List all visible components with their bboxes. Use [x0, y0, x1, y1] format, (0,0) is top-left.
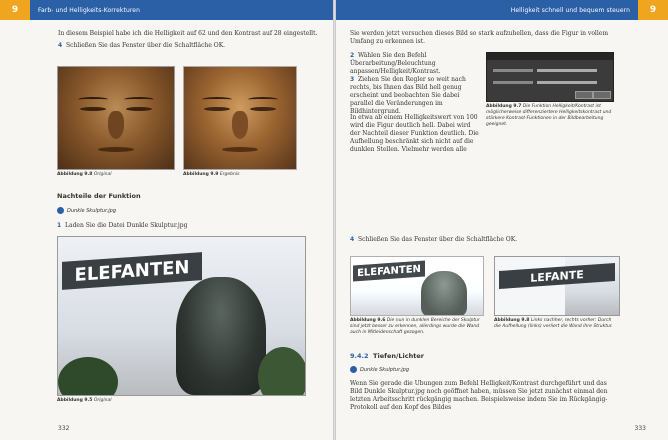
section-heading — [350, 352, 424, 360]
figure-label: Abbildung 9.9 — [183, 172, 219, 177]
step-4 — [350, 236, 614, 244]
figure-text: Links nachher, rechts vorher: Durch die Aufhellung (links) verliert die Wand ihre Struktur. — [494, 318, 613, 329]
brightness-contrast-dialog — [486, 52, 614, 102]
step-number: 4 — [350, 236, 355, 243]
elephant-statue — [421, 271, 467, 316]
step-text: Laden Sie die Datei Dunkle Skulptur.jpg — [65, 222, 188, 229]
figure-label: Abbildung 9.8 — [57, 172, 93, 177]
right-header — [336, 0, 668, 20]
fig-7-caption — [486, 104, 616, 128]
header-title: Farb- und Helligkeits-Korrekturen — [38, 6, 140, 14]
buddha-result-image — [183, 66, 297, 170]
elefanten-sign: ELEFANTEN — [353, 260, 425, 281]
elephant-brightened-image — [350, 256, 484, 316]
step-3 — [350, 76, 476, 116]
header-title: Helligkeit schnell und bequem steuern — [510, 6, 630, 14]
page-number: 333 — [634, 425, 646, 432]
elefanten-sign: ELEFANTEN — [62, 252, 202, 290]
fig-8-caption — [57, 172, 173, 178]
paragraph-2: Wenn Sie gerade die Übungen zum Befehl Helligkeit/Kontrast durchgeführt und das Bild Dunkle Skulptur.jpg noch geöffnet haben, müssen Sie jetzt zunächst einmal den letzten Arbeitsschritt rückgängig machen. Beispielsweise indem Sie im Rückgängig-Protokoll auf den Kopf des Bildes — [350, 380, 608, 411]
step-2 — [350, 52, 476, 76]
disc-icon — [57, 207, 64, 214]
figure-label: Abbildung 9.8 — [494, 318, 530, 323]
step-text: Ziehen Sie den Regler so weit nach rechts, bis Ihnen das Bild hell genug erscheint und beobachten Sie dabei parallel die Veränderungen im Bildhintergrund. — [350, 76, 466, 115]
step-number: 4 — [58, 42, 63, 49]
file-reference — [350, 366, 409, 374]
figure-label: Abbildung 9.5 — [57, 398, 93, 403]
ok-button[interactable] — [575, 91, 593, 99]
step-number: 3 — [350, 76, 355, 83]
paragraph-1-continued — [350, 154, 616, 228]
figure-label: Abbildung 9.7 — [486, 104, 522, 109]
figure-text: Original — [93, 398, 112, 403]
chapter-number: 9 — [0, 0, 30, 20]
paragraph-text: In etwa ab einem Helligkeitswert von 100 wird die Figur deutlich hell. Dabei wird der Nachteil dieser Funktion deutlich. Die Aufhellung beschränkt sich nicht auf die dunklen Stellen. Vielmehr werden alle — [350, 114, 479, 153]
page-number: 332 — [58, 425, 70, 432]
intro-text: In diesem Beispiel habe ich die Helligkeit auf 62 und den Kontrast auf 28 eingestellt. — [58, 30, 318, 37]
figure-text: Original — [93, 172, 112, 177]
left-header — [0, 0, 333, 20]
step-number: 1 — [57, 222, 62, 229]
disc-icon — [350, 366, 357, 373]
figure-label: Abbildung 9.6 — [350, 318, 386, 323]
fig-5-caption — [57, 398, 257, 404]
lefante-sign: LEFANTE — [499, 263, 615, 289]
left-page — [0, 0, 333, 440]
step-text: Schließen Sie das Fenster über die Schaltfläche OK. — [66, 42, 226, 49]
step-number: 2 — [350, 52, 355, 59]
file-label: Dunkle Skulptur.jpg — [67, 208, 116, 214]
figure-text: Die nun in dunklen Bereiche der Skulptur sind jetzt besser zu erkennen, allerdings wurde die Wand auch in Mitleidenschaft gezogen. — [350, 318, 480, 335]
elephant-sculpture-original-image — [57, 236, 306, 396]
chapter-number: 9 — [638, 0, 668, 20]
wall-comparison-image — [494, 256, 620, 316]
intro-text: Sie werden jetzt versuchen dieses Bild so stark aufzuhellen, dass die Figur in vollem Umfang zu erkennen ist. — [350, 30, 609, 45]
section-number: 9.4.2 — [350, 352, 369, 360]
dialog-titlebar — [487, 53, 613, 60]
fig-9-caption — [183, 172, 295, 178]
step-1 — [57, 222, 317, 230]
file-label: Dunkle Skulptur.jpg — [360, 367, 409, 373]
figure-text: Die Funktion Helligkeit/Kontrast ist möglicherweise differenziertere Helligkeitskontrast und stärkere Kontrast-Funktionen in der Bildbearbeitung geeignet. — [486, 104, 612, 127]
step-text: Wählen Sie den Befehl Überarbeitung/Beleuchtung anpassen/Helligkeit/Kontrast. — [350, 52, 441, 75]
section-title: Tiefen/Lichter — [373, 352, 424, 360]
buddha-original-image — [57, 66, 175, 170]
elephant-statue — [176, 277, 266, 395]
step-4 — [58, 42, 318, 50]
cancel-button[interactable] — [593, 91, 611, 99]
paragraph-1-start — [350, 114, 480, 154]
figure-text: Ergebnis — [219, 172, 240, 177]
step-text: Schließen Sie das Fenster über die Schaltfläche OK. — [358, 236, 518, 243]
right-page — [336, 0, 668, 440]
section-title: Nachteile der Funktion — [57, 192, 141, 200]
fig-8-caption — [494, 318, 618, 330]
fig-6-caption — [350, 318, 482, 336]
file-reference — [57, 207, 116, 215]
